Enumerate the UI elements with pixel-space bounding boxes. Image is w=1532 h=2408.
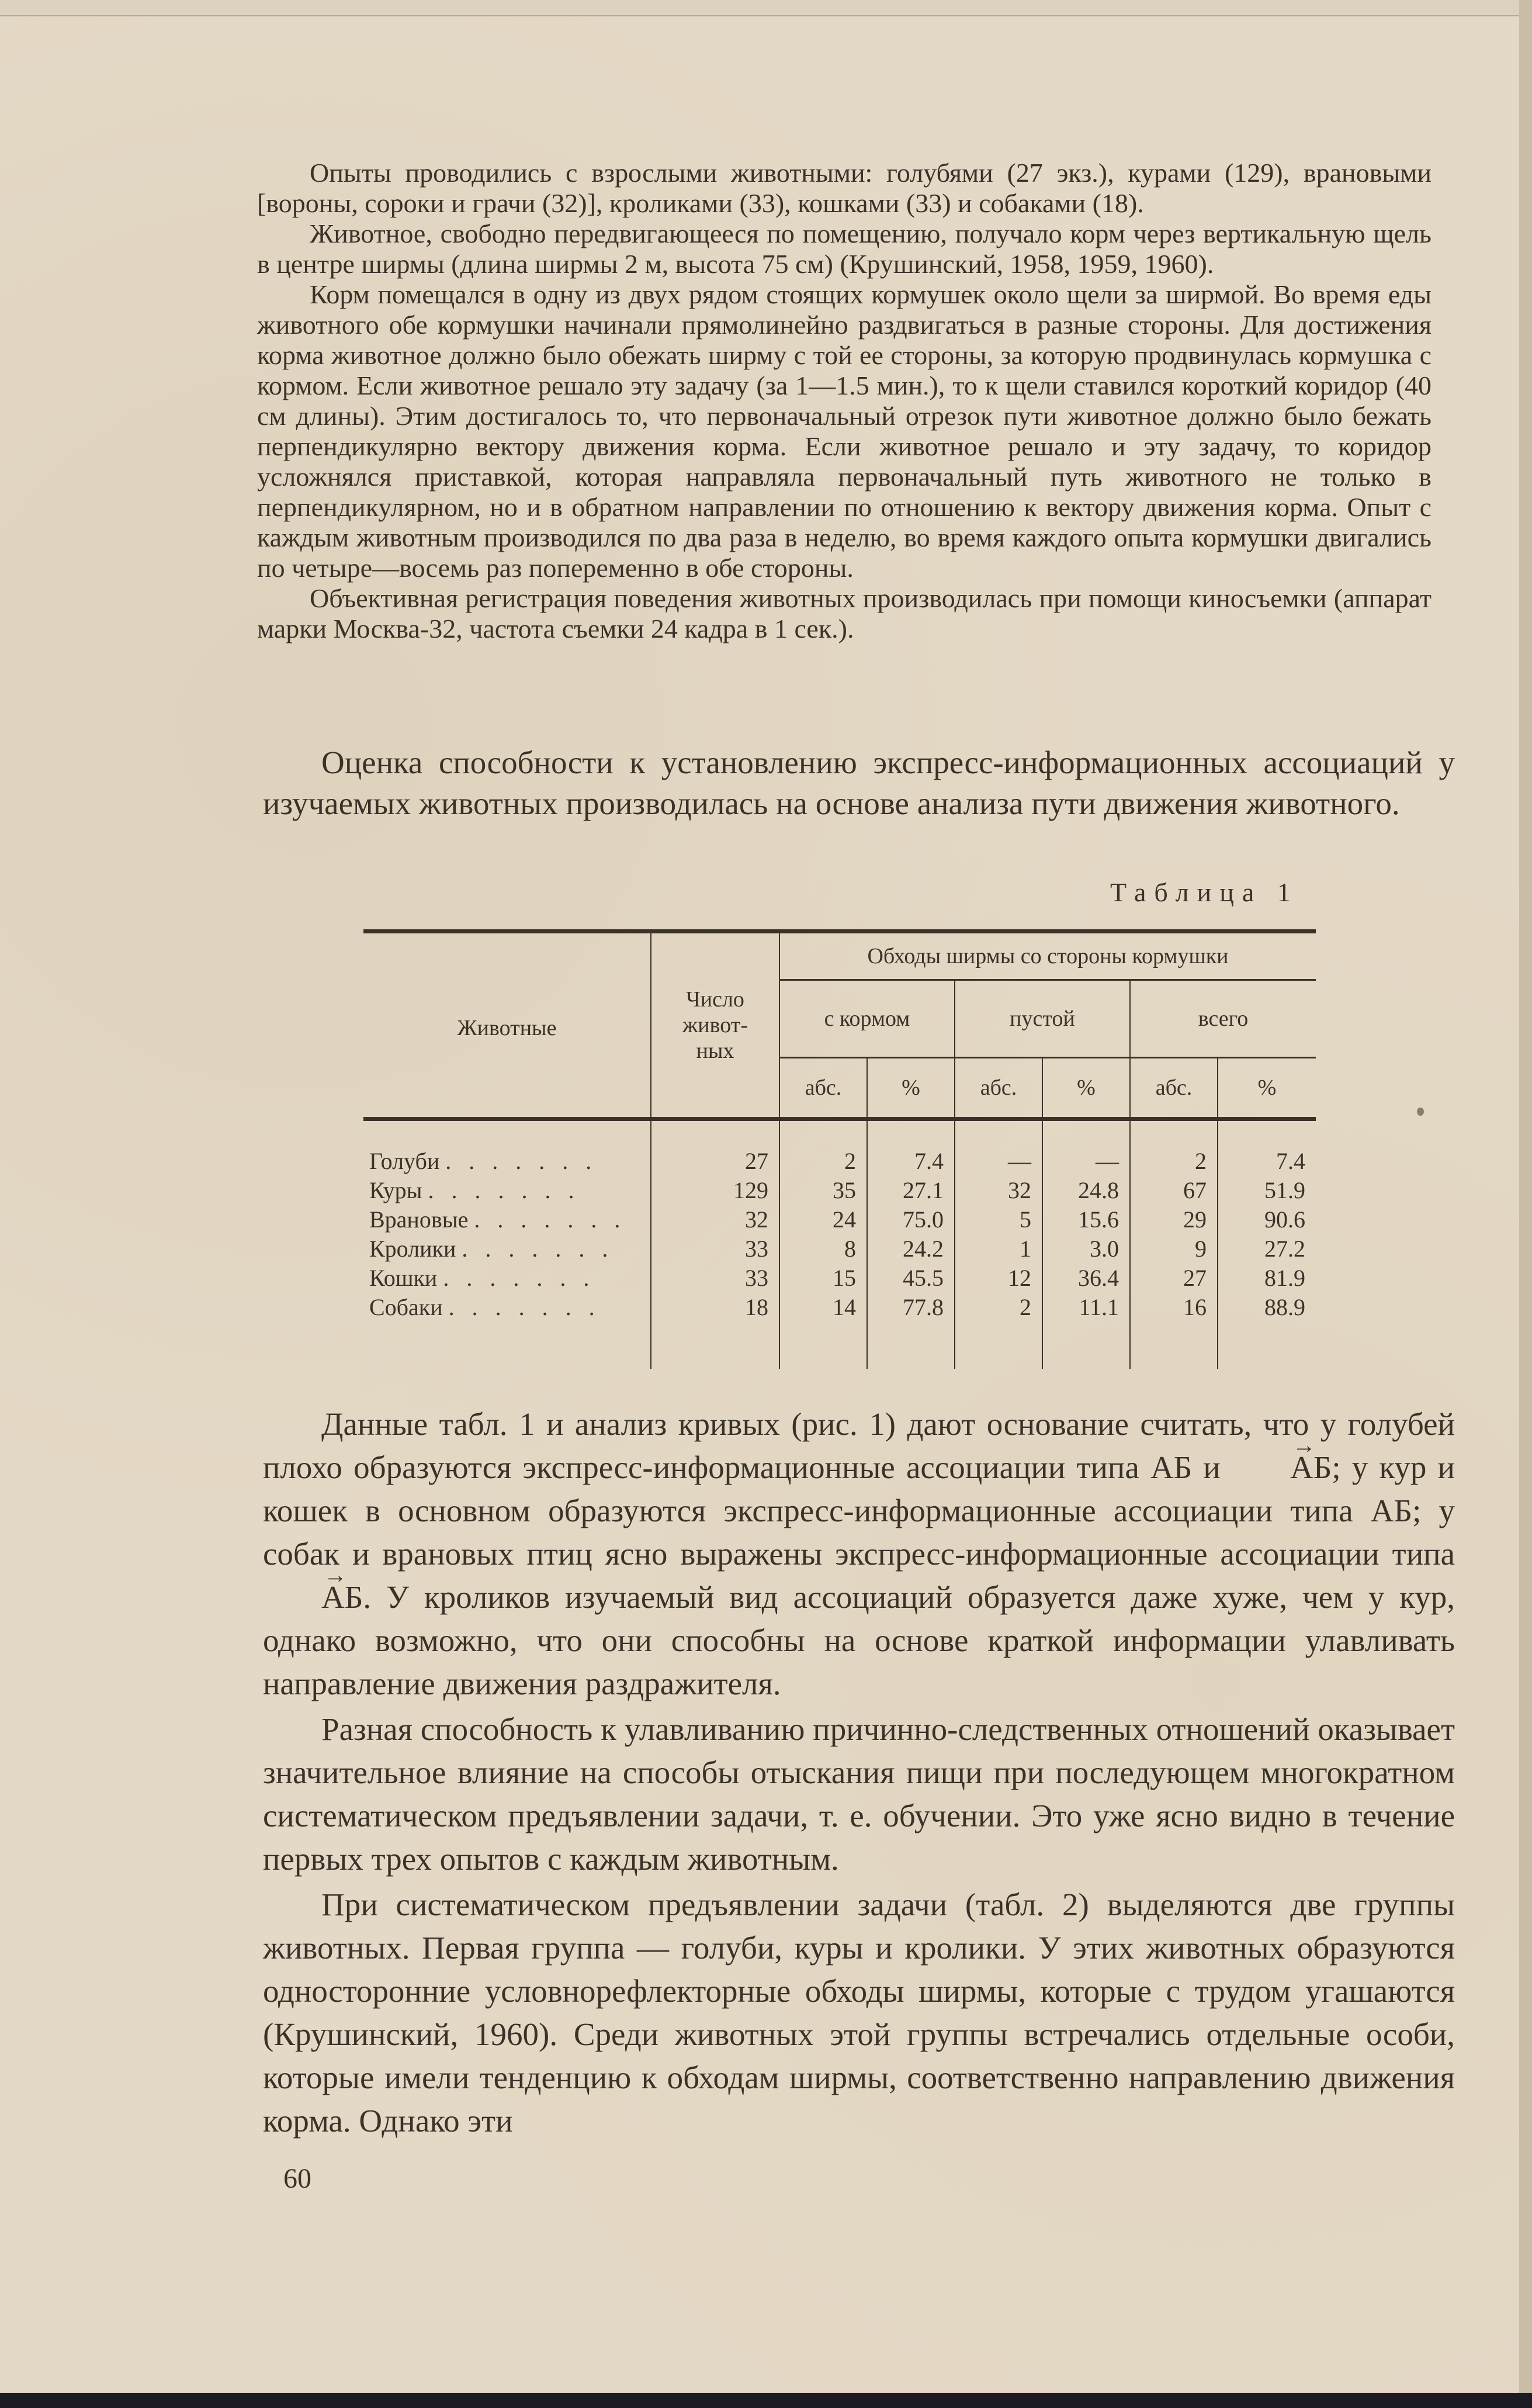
header-empty: пустой <box>955 980 1130 1058</box>
spacer-cell <box>1042 1322 1130 1369</box>
cell-total-pct: 7.4 <box>1218 1119 1316 1177</box>
animal-name: Врановые <box>369 1206 469 1233</box>
header-total: всего <box>1130 980 1316 1058</box>
cell-total-pct: 88.9 <box>1218 1293 1316 1322</box>
animal-name: Кролики <box>369 1236 456 1262</box>
table-row <box>363 1293 1316 1322</box>
adjacent-page-edge <box>1519 0 1532 2393</box>
vector-ab-notation: → АБ <box>1232 1451 1332 1483</box>
discussion-paragraph-3: При систематическом предъявлении задачи (табл. 2) выделяются две группы животных. Первая группа — голуби, куры и кролики. У этих животных образуются односторонние условнорефлекторные обходы ширмы, которые с трудом угашаются (Крушинский, 1960). Среди животных этой группы встречались отдельные особи, которые имели тенденцию к обходам ширмы, соответственно направлению движения корма. Однако эти <box>263 1887 1455 2139</box>
cell-food-abs: 14 <box>779 1293 867 1322</box>
animal-name: Собаки <box>369 1294 443 1320</box>
cell-count: 33 <box>651 1234 779 1264</box>
cell-food-abs: 24 <box>779 1205 867 1234</box>
spacer-cell <box>779 1322 867 1369</box>
methods-section <box>257 158 1432 644</box>
cell-empty-pct: 36.4 <box>1042 1264 1130 1293</box>
discussion-paragraph-2: Разная способность к улавливанию причинно-следственных отношений оказывает значительное влияние на способы отыскания пищи при последующем многократном систематическом предъявлении задачи, т. е. обучении. Это уже ясно видно в течение первых трех опытов с каждым животным. <box>263 1711 1455 1877</box>
table-body <box>363 1119 1316 1369</box>
scan-background <box>0 2393 1532 2408</box>
header-empty-pct: % <box>1042 1058 1130 1119</box>
cell-total-pct: 51.9 <box>1218 1176 1316 1205</box>
cell-total-abs: 67 <box>1130 1176 1218 1205</box>
discussion-text-a: Данные табл. 1 и анализ кривых (рис. 1) дают основание считать, что у голубей плохо образуются экспресс-информационные ассоциации типа АБ и <box>263 1406 1455 1485</box>
cell-food-abs: 15 <box>779 1264 867 1293</box>
cell-count: 129 <box>651 1176 779 1205</box>
cell-empty-abs: 5 <box>955 1205 1042 1234</box>
dot-leader: . . . . . . . <box>474 1206 626 1233</box>
table-row <box>363 1205 1316 1234</box>
cell-total-pct: 27.2 <box>1218 1234 1316 1264</box>
cell-animal <box>363 1293 651 1322</box>
spacer-cell <box>363 1322 651 1369</box>
header-empty-abs: абс. <box>955 1058 1042 1119</box>
cell-empty-abs: 12 <box>955 1264 1042 1293</box>
cell-total-abs: 16 <box>1130 1293 1218 1322</box>
methods-paragraph-setup: Животное, свободно передвигающееся по помещению, получало корм через вертикальную щель в центре ширмы (длина ширмы 2 м, высота 75 см) (Крушинский, 1958, 1959, 1960). <box>257 219 1432 279</box>
cell-animal <box>363 1176 651 1205</box>
data-table <box>363 929 1316 1369</box>
cell-empty-abs: 2 <box>955 1293 1042 1322</box>
dot-leader: . . . . . . . <box>445 1148 598 1174</box>
intro-section <box>263 742 1455 824</box>
cell-empty-pct: 24.8 <box>1042 1176 1130 1205</box>
table-spacer-row <box>363 1322 1316 1369</box>
ink-spot <box>1417 1108 1424 1116</box>
spacer-cell <box>955 1322 1042 1369</box>
cell-animal <box>363 1234 651 1264</box>
dot-leader: . . . . . . . <box>462 1236 614 1262</box>
spacer-cell <box>651 1322 779 1369</box>
dot-leader: . . . . . . . <box>428 1177 580 1203</box>
table-row <box>363 1176 1316 1205</box>
cell-animal <box>363 1119 651 1177</box>
animal-name: Кошки <box>369 1265 438 1291</box>
cell-empty-abs: 1 <box>955 1234 1042 1264</box>
cell-total-abs: 27 <box>1130 1264 1218 1293</box>
cell-count: 32 <box>651 1205 779 1234</box>
cell-animal <box>363 1205 651 1234</box>
discussion-section <box>263 1403 1455 2145</box>
discussion-text-c: . У кроликов изучаемый вид ассоциаций образуется даже хуже, чем у кур, однако возможно, что они способны на основе краткой информации улавливать направление движения раздражителя. <box>263 1579 1455 1701</box>
cell-empty-abs: — <box>955 1119 1042 1177</box>
discussion-paragraph-1 <box>263 1403 1455 1705</box>
table-row <box>363 1264 1316 1293</box>
page-number: 60 <box>283 2163 311 2194</box>
header-food-pct: % <box>867 1058 955 1119</box>
cell-food-abs: 35 <box>779 1176 867 1205</box>
cell-count: 27 <box>651 1119 779 1177</box>
header-animals: Животные <box>457 1016 557 1040</box>
cell-food-abs: 8 <box>779 1234 867 1264</box>
cell-total-abs: 9 <box>1130 1234 1218 1264</box>
cell-animal <box>363 1264 651 1293</box>
cell-food-pct: 27.1 <box>867 1176 955 1205</box>
cell-empty-pct: 3.0 <box>1042 1234 1130 1264</box>
intro-paragraph: Оценка способности к установлению экспресс-информационных ассоциаций у изучаемых животных производилась на основе анализа пути движения животного. <box>263 745 1455 821</box>
cell-total-pct: 81.9 <box>1218 1264 1316 1293</box>
header-count: Число живот-ных <box>651 932 779 1119</box>
cell-food-pct: 45.5 <box>867 1264 955 1293</box>
cell-empty-pct: — <box>1042 1119 1130 1177</box>
cell-count: 18 <box>651 1293 779 1322</box>
data-table-container <box>363 929 1316 1369</box>
cell-food-pct: 75.0 <box>867 1205 955 1234</box>
cell-food-abs: 2 <box>779 1119 867 1177</box>
discussion-text-b: ; у кур и кошек в основном образуются экспресс-информационные ассоциации типа АБ; у собак и врановых птиц ясно выражены экспресс-информационные ассоциации типа <box>263 1449 1455 1572</box>
header-group: Обходы ширмы со стороны кормушки <box>779 932 1316 980</box>
dot-leader: . . . . . . . <box>443 1265 595 1291</box>
methods-paragraph-procedure: Корм помещался в одну из двух рядом стоящих кормушек около щели за ширмой. Во время еды животного обе кормушки начинали прямолинейно раздвигаться в разные стороны. Для достижения корма животное должно было обежать ширму с той ее стороны, за которую продвинулась кормушка с кормом. Если животное решало эту задачу (за 1—1.5 мин.), то к щели ставился короткий коридор (40 см длины). Этим достигалось то, что первоначальный отрезок пути животное должно было бежать перпендикулярно вектору движения корма. Если животное решало и эту задачу, то коридор усложнялся приставкой, которая направляла первоначальный путь животного не только в перпендикулярном, но и в обратном направлении по отношению к вектору движения корма. Опыт с каждым животным производился по два раза в неделю, во время каждого опыта кормушки двигались по четыре—восемь раз попеременно в обе стороны. <box>257 279 1432 583</box>
spacer-cell <box>1218 1322 1316 1369</box>
table-row <box>363 1234 1316 1264</box>
cell-food-pct: 7.4 <box>867 1119 955 1177</box>
cell-empty-pct: 15.6 <box>1042 1205 1130 1234</box>
table-caption: Таблица 1 <box>1110 877 1299 907</box>
header-food-abs: абс. <box>779 1058 867 1119</box>
header-total-abs: абс. <box>1130 1058 1218 1119</box>
methods-paragraph-subjects: Опыты проводились с взрослыми животными: голубями (27 экз.), курами (129), врановыми [вороны, сороки и грачи (32)], кроликами (33), кошками (33) и собаками (18). <box>257 158 1432 218</box>
cell-food-pct: 24.2 <box>867 1234 955 1264</box>
cell-total-pct: 90.6 <box>1218 1205 1316 1234</box>
cell-food-pct: 77.8 <box>867 1293 955 1322</box>
cell-total-abs: 2 <box>1130 1119 1218 1177</box>
header-total-pct: % <box>1218 1058 1316 1119</box>
spacer-cell <box>1130 1322 1218 1369</box>
cell-count: 33 <box>651 1264 779 1293</box>
table-row <box>363 1119 1316 1177</box>
spacer-cell <box>867 1322 955 1369</box>
cell-empty-abs: 32 <box>955 1176 1042 1205</box>
vector-ab-notation: → АБ <box>263 1581 363 1613</box>
header-with-food: с кормом <box>779 980 955 1058</box>
animal-name: Куры <box>369 1177 422 1203</box>
animal-name: Голуби <box>369 1148 440 1174</box>
dot-leader: . . . . . . . <box>448 1294 601 1320</box>
methods-paragraph-recording: Объективная регистрация поведения животных производилась при помощи киносъемки (аппарат марки Москва-32, частота съемки 24 кадра в 1 сек.). <box>257 583 1432 643</box>
cell-empty-pct: 11.1 <box>1042 1293 1130 1322</box>
cell-total-abs: 29 <box>1130 1205 1218 1234</box>
